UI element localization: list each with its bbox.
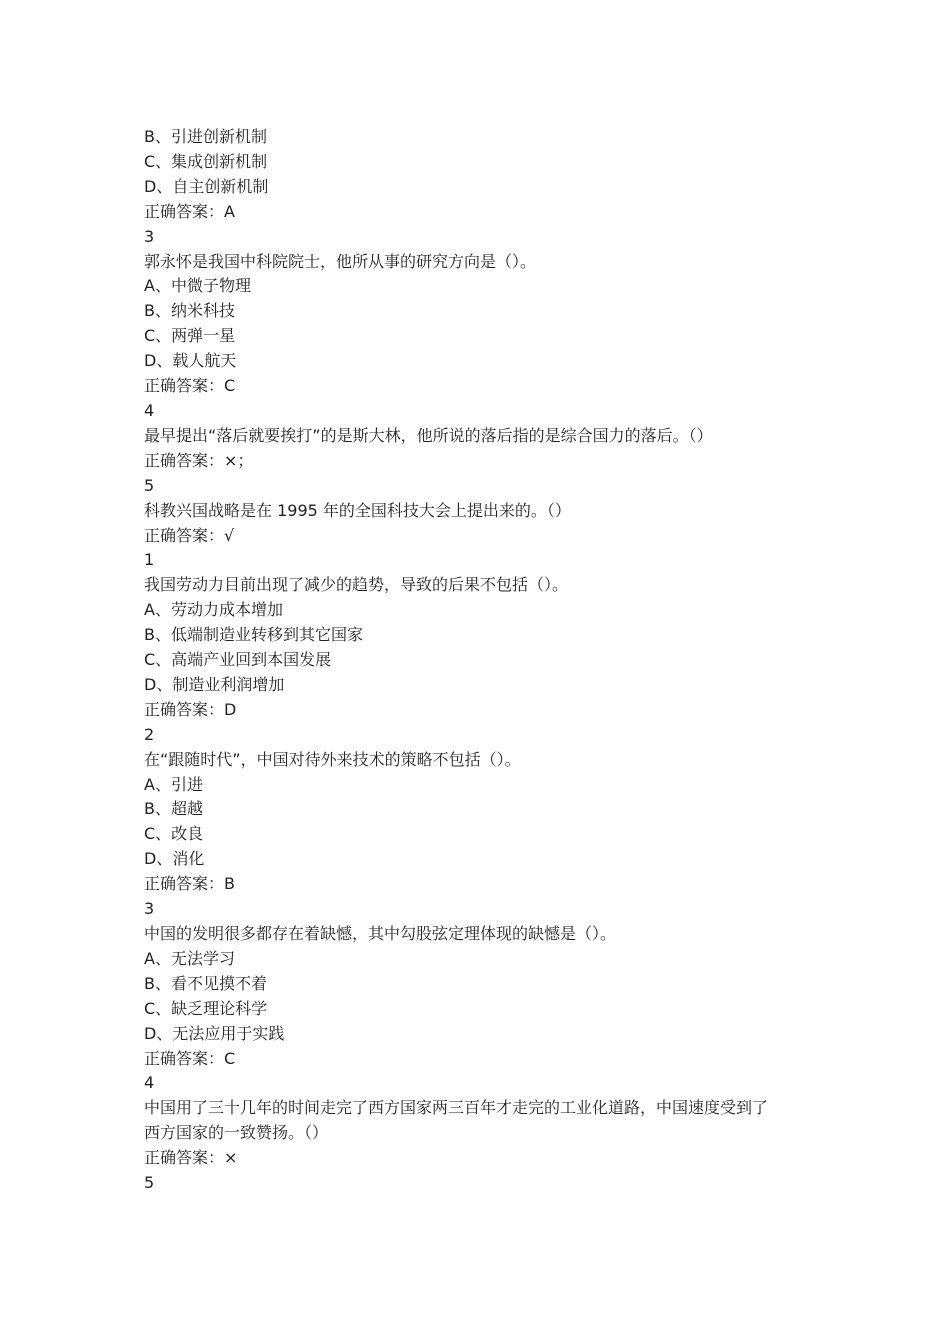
question-text: 我国劳动力目前出现了减少的趋势，导致的后果不包括（）。 [144, 575, 569, 595]
question-text: 中国用了三十几年的时间走完了西方国家两三百年才走完的工业化道路，中国速度受到了 [144, 1098, 769, 1118]
question-number: 5 [144, 1173, 155, 1193]
option-b: B、低端制造业转移到其它国家 [144, 625, 363, 645]
question-number: 4 [144, 400, 155, 420]
option-c: C、集成创新机制 [144, 151, 268, 171]
option-b: B、超越 [144, 799, 203, 819]
question-number: 1 [144, 550, 155, 570]
option-b: B、纳米科技 [144, 301, 235, 321]
question-number: 3 [144, 899, 155, 919]
answer-line: 正确答案：B [144, 874, 235, 894]
question-text: 最早提出“落后就要挨打”的是斯大林，他所说的落后指的是综合国力的落后。（） [144, 425, 713, 445]
answer-line: 正确答案：×； [144, 450, 254, 470]
option-c: C、改良 [144, 824, 204, 844]
option-b: B、引进创新机制 [144, 127, 267, 146]
option-d: D、制造业利润增加 [144, 674, 285, 694]
option-a: A、劳动力成本增加 [144, 600, 283, 620]
option-d: D、消化 [144, 849, 205, 869]
option-c: C、高端产业回到本国发展 [144, 650, 332, 670]
answer-line: 正确答案：D [144, 699, 237, 719]
question-number: 2 [144, 724, 155, 744]
document-body [144, 125, 814, 1196]
answer-line: 正确答案：× [144, 1148, 238, 1168]
question-text: 中国的发明很多都存在着缺憾，其中勾股弦定理体现的缺憾是（）。 [144, 924, 617, 943]
answer-line: 正确答案：A [144, 201, 235, 221]
option-c: C、缺乏理论科学 [144, 998, 268, 1018]
option-b: B、看不见摸不着 [144, 973, 267, 993]
question-text-continued: 西方国家的一致赞扬。（） [144, 1123, 329, 1143]
option-d: D、载人航天 [144, 351, 237, 371]
question-text: 在“跟随时代”，中国对待外来技术的策略不包括（）。 [144, 749, 521, 769]
option-a: A、中微子物理 [144, 276, 251, 296]
question-number: 5 [144, 475, 155, 495]
question-text: 科教兴国战略是在 1995 年的全国科技大会上提出来的。（） [144, 500, 571, 520]
option-d: D、无法应用于实践 [144, 1023, 285, 1043]
answer-line: 正确答案：C [144, 1048, 236, 1068]
option-d: D、自主创新机制 [144, 176, 269, 196]
question-text: 郭永怀是我国中科院院士，他所从事的研究方向是（）。 [144, 251, 537, 271]
option-c: C、两弹一星 [144, 326, 236, 346]
answer-line: 正确答案：√ [144, 525, 235, 545]
option-a: A、引进 [144, 774, 203, 794]
question-number: 3 [144, 226, 155, 246]
option-a: A、无法学习 [144, 948, 235, 968]
question-number: 4 [144, 1073, 155, 1093]
answer-line: 正确答案：C [144, 376, 236, 396]
